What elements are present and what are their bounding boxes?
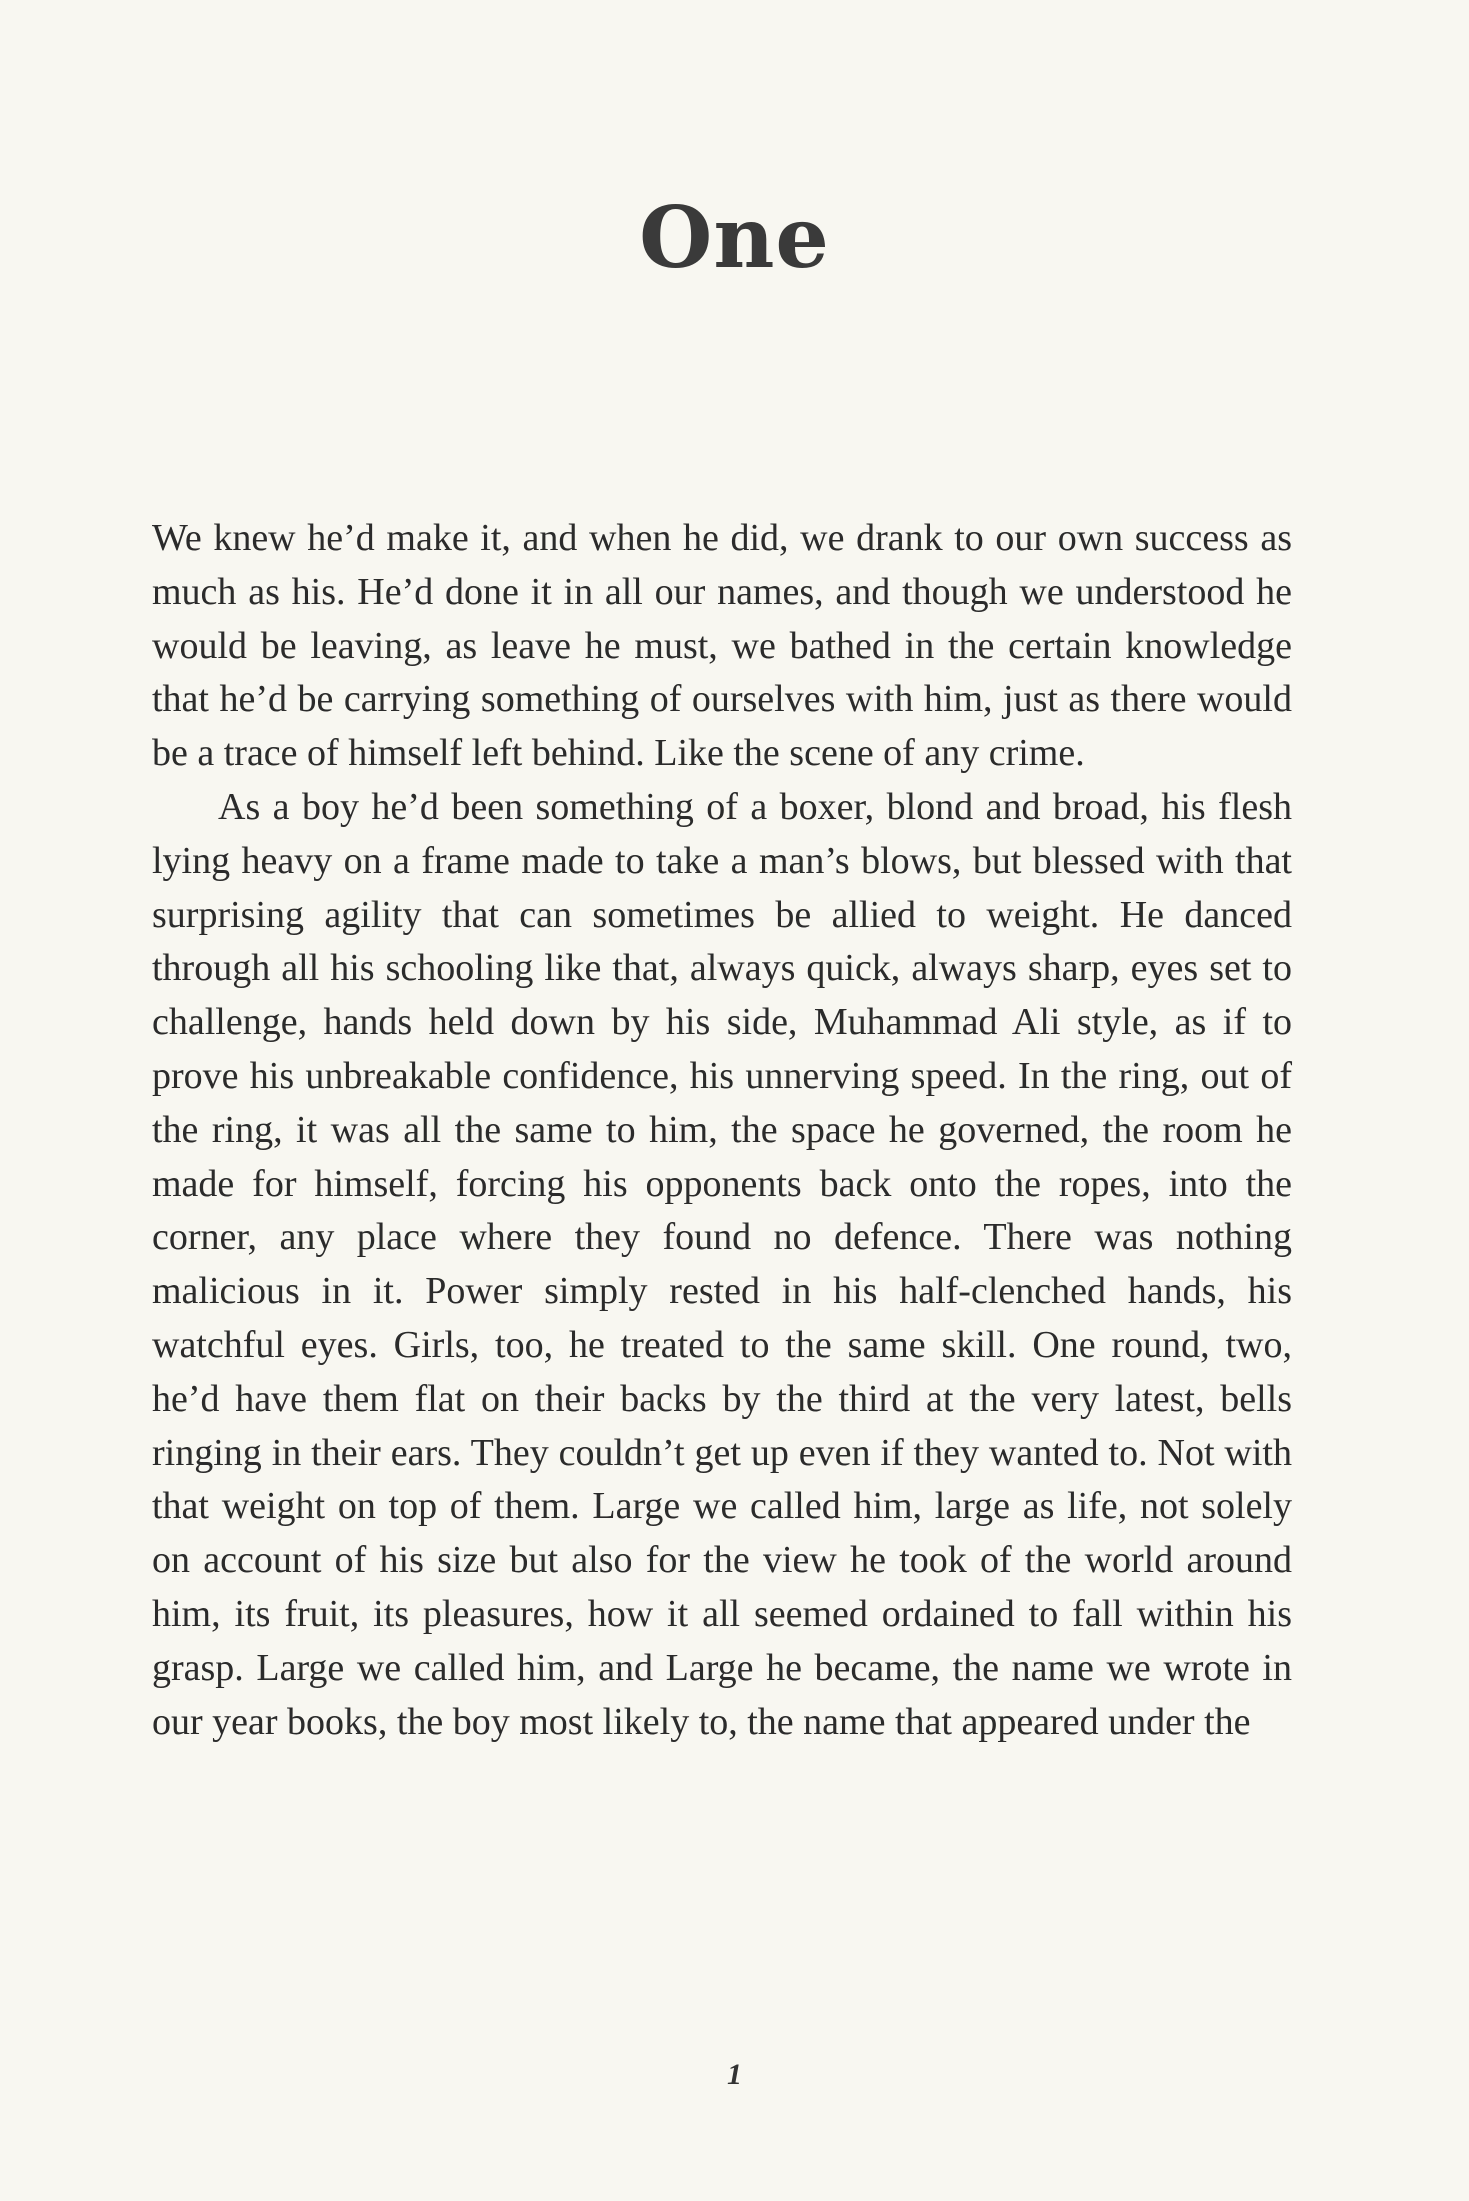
paragraph: As a boy he’d been something of a boxer, blond and broad, his flesh lying heavy on a frame made to take a man’s blows, but blessed with that surprising agility that can sometimes be allied to weight. He danced through all his schooling like that, always quick, always sharp, eyes set to challenge, hands held down by his side, Muhammad Ali style, as if to prove his unbreakable confidence, his unnerving speed. In the ring, out of the ring, it was all the same to him, the space he governed, the room he made for himself, forcing his opponents back onto the ropes, into the corner, any place where they found no defence. There was nothing malicious in it. Power simply rested in his half-clenched hands, his watchful eyes. Girls, too, he treated to the same skill. One round, two, he’d have them flat on their backs by the third at the very latest, bells ringing in their ears. They couldn’t get up even if they wanted to. Not with that weight on top of them. Large we called him, large as life, not solely on account of his size but also for the view he took of the world around him, its fruit, its pleasures, how it all seemed ordained to fall within his grasp. Large we called him, and Large he became, the name we wrote in our year books, the boy most likely to, the name that appeared under the [152, 785, 1292, 1743]
paragraph: We knew he’d make it, and when he did, we drank to our own success as much as his. He’d done it in all our names, and though we understood he would be leaving, as leave he must, we bathed in the certain knowledge that he’d be carrying something of ourselves with him, just as there would be a trace of himself left behind. Like the scene of any crime. [152, 517, 1292, 775]
page-number: 1 [727, 2058, 742, 2091]
chapter-title: One [639, 188, 830, 287]
body-text [152, 512, 1292, 1749]
